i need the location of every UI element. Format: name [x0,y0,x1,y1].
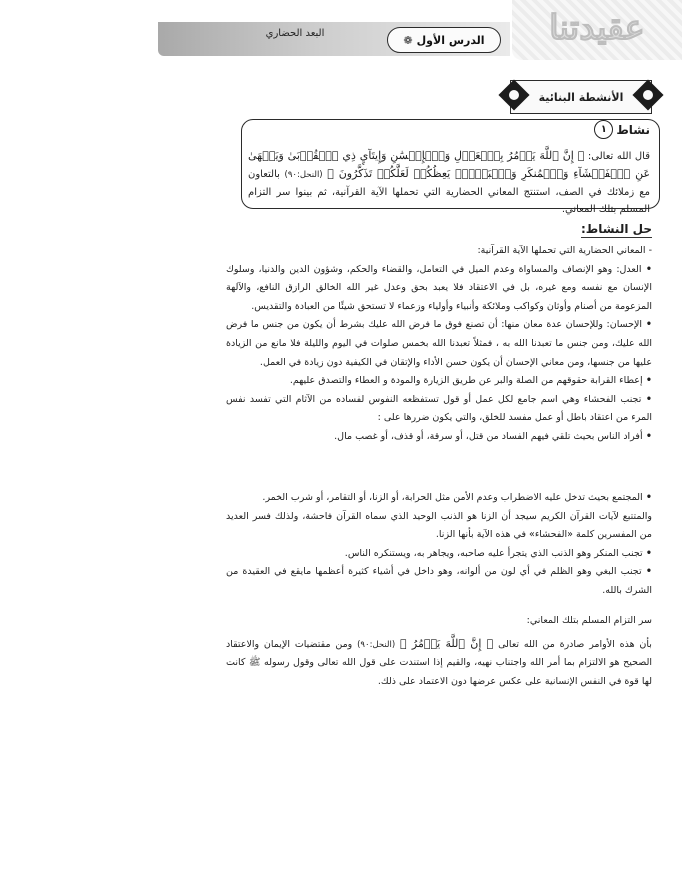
solution-heading: حل النشاط: [580,222,652,236]
activity-title: نشاط [616,122,650,137]
brand-title: عقيدتنا [549,8,645,48]
secret-text-end: ومن مقتضيات الإيمان والاعتقاد الصحيح هو الالتزام بما أمر الله واجتناب نهيه، والقيم إذا استندت على قول الله تعالى وقول رسوله ﷺ كانت لها قوة في النفس الإنسانية على عكس عرضها دون الاعتماد على ذلك. [226,638,652,687]
section-title: الأنشطة البنائية [538,90,624,104]
activity-number: ١ [594,120,613,139]
brand-logo [512,0,682,60]
lesson-pill [387,27,501,53]
solution-body [226,242,652,447]
activity-label [594,120,650,139]
ornament-icon: ❁ [403,33,413,47]
ornament-icon [498,79,529,110]
ornament-icon [632,79,663,110]
verse-reference: (النحل:٩٠) [357,639,396,650]
solution-body-2 [226,489,652,601]
list-item: • تجنب البغي وهو الظلم في أي لون من ألوانه، وهو داخل في أشياء كثيرة أعظمها مايقع في العقيدة من الشرك بالله. [226,563,652,600]
activity-instruction: بالتعاون مع زملائك في الصف، استنتج المعاني الحضارية التي تحملها الآية القرآنية، ثم بينوا سر التزام المسلم بتلك المعاني. [248,169,650,215]
meanings-intro: - المعاني الحضارية التي تحملها الآية القرآنية: [477,245,652,256]
list-item: • الإحسان: وللإحسان عدة معان منها: أن تصنع فوق ما فرض الله عليك بشرط أن يكون من جنس ما فرض الله عليك، ومن جنس ما تعبدنا الله به ، فمثلاً تعبدنا الله بخمس صلوات في اليوم والليلة فلا مانع من الزيادة عليها من جنسها، ومن معاني الإحسان أن يكون حسن الأداء والإتقان في الكيفية دون زيادة في العمل. [226,316,652,372]
secret-heading: سر التزام المسلم بتلك المعاني: [526,615,652,626]
paragraph: والمتتبع لآيات القرآن الكريم سيجد أن الزنا هو الذنب الوحيد الذي سماه القرآن فاحشة، ولذلك فسر العديد من المفسرين كلمة «الفحشاء» في هذه الآية بأنها الزنا. [226,510,652,541]
verse-reference: (النحل:٩٠) [284,170,323,180]
list-item: • العدل: وهو الإنصاف والمساواة وعدم الميل في التعامل، والقضاء والحكم، وشؤون الدين والدنيا، وسلوك الإنسان مع نفسه ومع غيره، بل في الاعتقاد فلا يعبد بحق وعدل غير الله الخالق الرازق النافع، والآلهة المزعومة من أصنام وأوثان وكواكب وملائكة وأنبياء وأولياء وزعماء لا تستحق شيئًا من العبادة والتقديس. [226,261,652,317]
topic-label: البعد الحضاري [265,28,325,39]
lesson-label: الدرس الأول [416,33,485,47]
list-item: • إعطاء القرابة حقوقهم من الصلة والبر عن طريق الزيارة والمودة و العطاء والتصدق عليهم. [226,372,652,391]
list-item: • تجنب المنكر وهو الذنب الذي يتجرأ عليه صاحبه، ويجاهر به، ويستنكره الناس. [226,545,652,564]
secret-paragraph [226,635,652,692]
list-item: • المجتمع بحيث تدخل عليه الاضطراب وعدم الأمن مثل الحرابة، أو الزنا، أو التقامر، أو شرب الخمر. [226,489,652,508]
list-item: • تجنب الفحشاء وهي اسم جامع لكل عمل أو قول تستفظعه النفوس لفساده من الآثام التي تفسد نفس المرء من اعتقاد باطل أو عمل مفسد للخلق، والتي يكون ضررها على : [226,391,652,428]
list-item: • أفراد الناس بحيث تلقي فيهم الفساد من قتل، أو سرقة، أو قذف، أو غصب مال. [226,428,652,447]
activity-text [248,147,650,218]
section-badge [510,80,652,114]
activity-intro: قال الله تعالى: [587,151,650,162]
quran-verse: ﴿ إِنَّ ٱللَّهَ يَأۡمُرُ بِٱلۡعَدۡلِ وَٱلۡإِحۡسَٰنِ وَإِيتَآيِٕ ذِي ٱلۡقُرۡبَىٰ وَيَنۡهَىٰ عَنِ ٱلۡفَحۡشَآءِ وَٱلۡمُنكَرِ وَٱلۡبَغۡيِۚ يَعِظُكُمۡ لَعَلَّكُمۡ تَذَكَّرُونَ ﴾ [248,149,651,180]
secret-text-start: بأن هذه الأوامر صادرة من الله تعالى [498,638,652,650]
quran-verse: ﴿ إِنَّ ٱللَّهَ يَأۡمُرُ ﴾ [400,636,494,650]
secret-section [226,612,652,691]
